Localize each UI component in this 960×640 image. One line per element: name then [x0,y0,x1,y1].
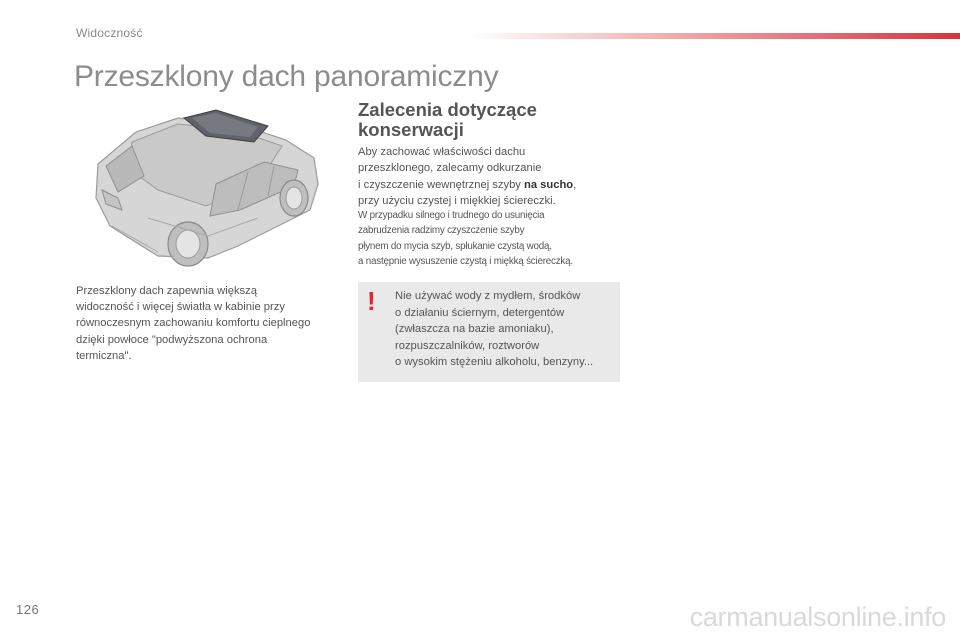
care-small-paragraph [358,208,628,270]
intro-line: równoczesnym zachowaniu komfortu cieplnego [76,317,311,330]
care-line: i czyszczenie wewnętrznej szyby [358,178,525,191]
care-heading [358,100,618,140]
care-heading-line: konserwacji [358,119,464,140]
care-line: przeszklonego, zalecamy odkurzanie [358,162,542,175]
care-small-line: zabrudzenia radzimy czyszczenie szyby [358,225,525,237]
header-accent-bar [470,33,960,39]
intro-line: dzięki powłoce "podwyższona ochrona [76,333,268,346]
warning-box [358,282,620,382]
warning-line: Nie używać wody z mydłem, środków [395,290,581,302]
car-roof-illustration [88,106,324,270]
intro-line: Przeszklony dach zapewnia większą [76,285,257,297]
care-line-end: , [573,178,577,191]
care-paragraph [358,144,624,210]
page-title: Przeszklony dach panoramiczny [74,60,499,93]
intro-paragraph [76,283,344,364]
intro-line: widoczność i więcej światła w kabinie przy [76,301,285,314]
care-emphasis: na sucho [524,178,574,191]
care-heading-line: Zalecenia dotyczące [358,99,537,120]
warning-line: (zwłaszcza na bazie amoniaku), [395,323,554,336]
section-label: Widoczność [76,26,143,40]
care-small-line: a następnie wysuszenie czystą i miękką ściereczką. [358,256,573,268]
warning-line: o wysokim stężeniu alkoholu, benzyny... [395,356,594,369]
intro-line: termiczna". [76,349,132,362]
care-line: przy użyciu czystej i miękkiej ściereczki. [358,195,556,208]
warning-icon: ! [367,286,376,316]
warning-text [395,288,617,371]
care-small-line: płynem do mycia szyb, spłukanie czystą wodą, [358,240,552,252]
care-line: Aby zachować właściwości dachu [358,146,526,158]
warning-line: rozpuszczalników, roztworów [395,339,540,352]
page-number: 126 [16,602,40,617]
care-small-line: W przypadku silnego i trudnego do usunięcia [358,210,545,221]
watermark: carmanualsonline.info [689,602,946,632]
warning-line: o działaniu ściernym, detergentów [395,306,565,319]
